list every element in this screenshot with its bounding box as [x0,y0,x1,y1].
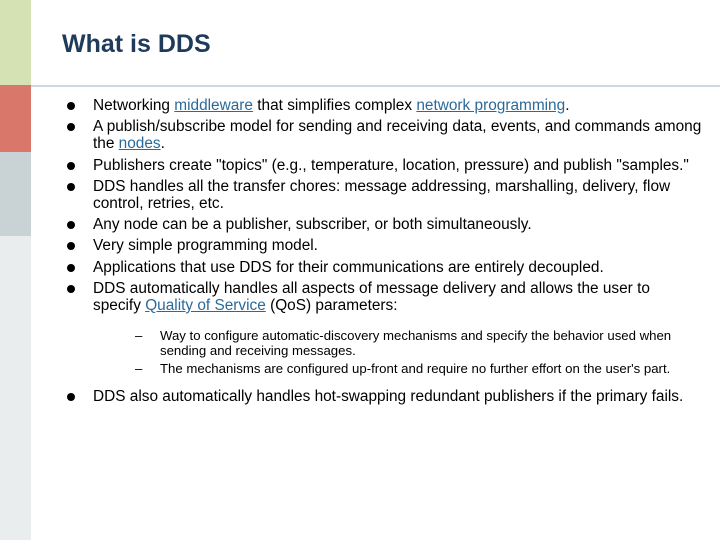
side-bar-gray-segment [0,152,31,236]
slide-title: What is DDS [62,30,211,58]
hyperlink[interactable]: network programming [416,97,566,114]
text-span: Publishers create "topics" (e.g., temperature, location, pressure) and publish "samples." [93,156,689,174]
bullet-text [93,118,701,152]
hyperlink[interactable]: middleware [174,97,253,114]
side-color-bar [0,0,31,540]
bullet-item [62,237,702,254]
bullet-list [62,97,702,409]
sub-bullet-item [93,328,702,358]
text-span: DDS handles all the transfer chores: message addressing, marshalling, delivery, flow control, retries, etc. [93,177,671,213]
side-bar-red-segment [0,85,31,152]
text-span: Very simple programming model. [93,237,318,255]
bullet-item [62,216,702,233]
bullet-text [93,216,532,233]
bullet-text [93,259,604,276]
side-bar-green-segment [0,0,31,85]
text-span: . [565,97,570,114]
bullet-dot-icon [67,183,75,191]
bullet-text [93,157,689,174]
bullet-dot-icon [67,393,75,401]
bullet-dot-icon [67,285,75,293]
sub-bullet-list [93,328,702,376]
side-bar-light-gray-segment [0,236,31,540]
bullet-dot-icon [67,162,75,170]
text-span: Networking [93,97,175,114]
sub-bullet-item [93,361,702,376]
text-span: Any node can be a publisher, subscriber, or both simultaneously. [93,216,532,234]
bullet-text [93,178,670,212]
header-divider [31,85,720,87]
text-span: DDS also automatically handles hot-swapping redundant publishers if the primary fails. [93,388,684,406]
bullet-dot-icon [67,242,75,250]
bullet-text [93,237,318,254]
bullet-dot-icon [67,102,75,110]
bullet-item [62,157,702,174]
hyperlink[interactable]: Quality of Service [145,297,266,315]
bullet-item [62,178,702,212]
text-span: . [160,135,165,153]
bullet-item [62,97,702,114]
bullet-text [93,280,650,314]
sub-bullet-text: Way to configure automatic-discovery mechanisms and specify the behavior used when sending and receiving messages. [160,328,672,359]
text-span: A publish/subscribe model for sending and receiving data, events, and commands among the [93,118,702,153]
bullet-item [62,388,702,405]
bullet-item [62,118,702,152]
bullet-text [93,388,683,405]
sub-bullet-text: The mechanisms are configured up-front and require no further effort on the user's part. [160,361,671,377]
bullet-dot-icon [67,264,75,272]
bullet-item [62,259,702,276]
bullet-text [93,97,569,114]
bullet-item [62,280,702,376]
dash-icon: – [135,361,143,377]
bullet-dot-icon [67,221,75,229]
text-span: Applications that use DDS for their communications are entirely decoupled. [93,258,604,276]
text-span: DDS automatically handles all aspects of message delivery and allows the user to specify [93,279,650,315]
text-span: that simplifies complex [252,97,417,114]
text-span: (QoS) parameters: [265,297,398,315]
dash-icon: – [135,328,143,344]
bullet-dot-icon [67,123,75,131]
hyperlink[interactable]: nodes [118,135,161,153]
